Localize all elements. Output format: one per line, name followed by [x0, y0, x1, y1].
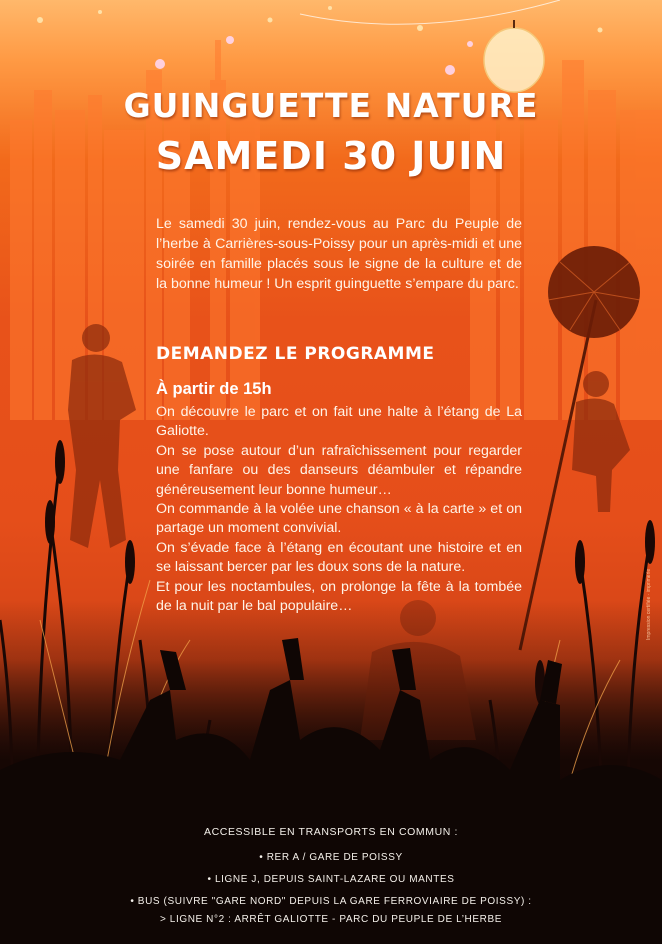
programme-paragraph: On s’évade face à l’étang en écoutant une histoire et en se laissant bercer par les doux sons de la nature. — [156, 539, 522, 576]
event-title: GUINGUETTE NATURE — [123, 86, 539, 125]
transport-item-rer: • RER A / GARE DE POISSY — [259, 852, 403, 863]
programme-paragraph: On découvre le parc et on fait une halte à l’étang de La Galiotte. — [156, 404, 522, 440]
programme-paragraph: On commande à la volée une chanson « à la carte » et on partage un moment convivial. — [156, 501, 522, 537]
transport-item-ligne-j: • LIGNE J, DEPUIS SAINT-LAZARE OU MANTES — [207, 874, 455, 885]
intro-paragraph: Le samedi 30 juin, rendez-vous au Parc du Peuple de l’herbe à Carrières-sous-Poissy pour un après-midi et une soirée en famille placés sous le signe de la culture et de la bonne humeur ! Un esprit guinguette s’empare du parc. — [156, 216, 522, 292]
programme-body — [156, 403, 522, 616]
programme-time: À partir de 15h — [156, 380, 272, 398]
imprint-vertical-text: Impression certifiée · imprimerie — [646, 568, 652, 640]
programme-paragraph: On se pose autour d’un rafraîchissement pour regarder une fanfare ou des danseurs déambuler et répandre généreusement leur bonne humeur… — [156, 442, 522, 498]
programme-paragraph: Et pour les noctambules, on prolonge la fête à la tombée de la nuit par le bal populaire… — [156, 578, 522, 615]
transport-heading: ACCESSIBLE EN TRANSPORTS EN COMMUN : — [203, 826, 458, 838]
transport-item-bus-line: > LIGNE N°2 : ARRÊT GALIOTTE - PARC DU PEUPLE DE L’HERBE — [159, 914, 503, 925]
programme-heading: DEMANDEZ LE PROGRAMME — [156, 344, 435, 364]
event-date: SAMEDI 30 JUIN — [155, 134, 507, 178]
seated-musician-silhouette — [572, 371, 630, 512]
transport-item-bus: • BUS (SUIVRE "GARE NORD" DEPUIS LA GARE FERROVIAIRE DE POISSY) : — [130, 896, 532, 907]
guitarist-silhouette — [68, 324, 136, 548]
